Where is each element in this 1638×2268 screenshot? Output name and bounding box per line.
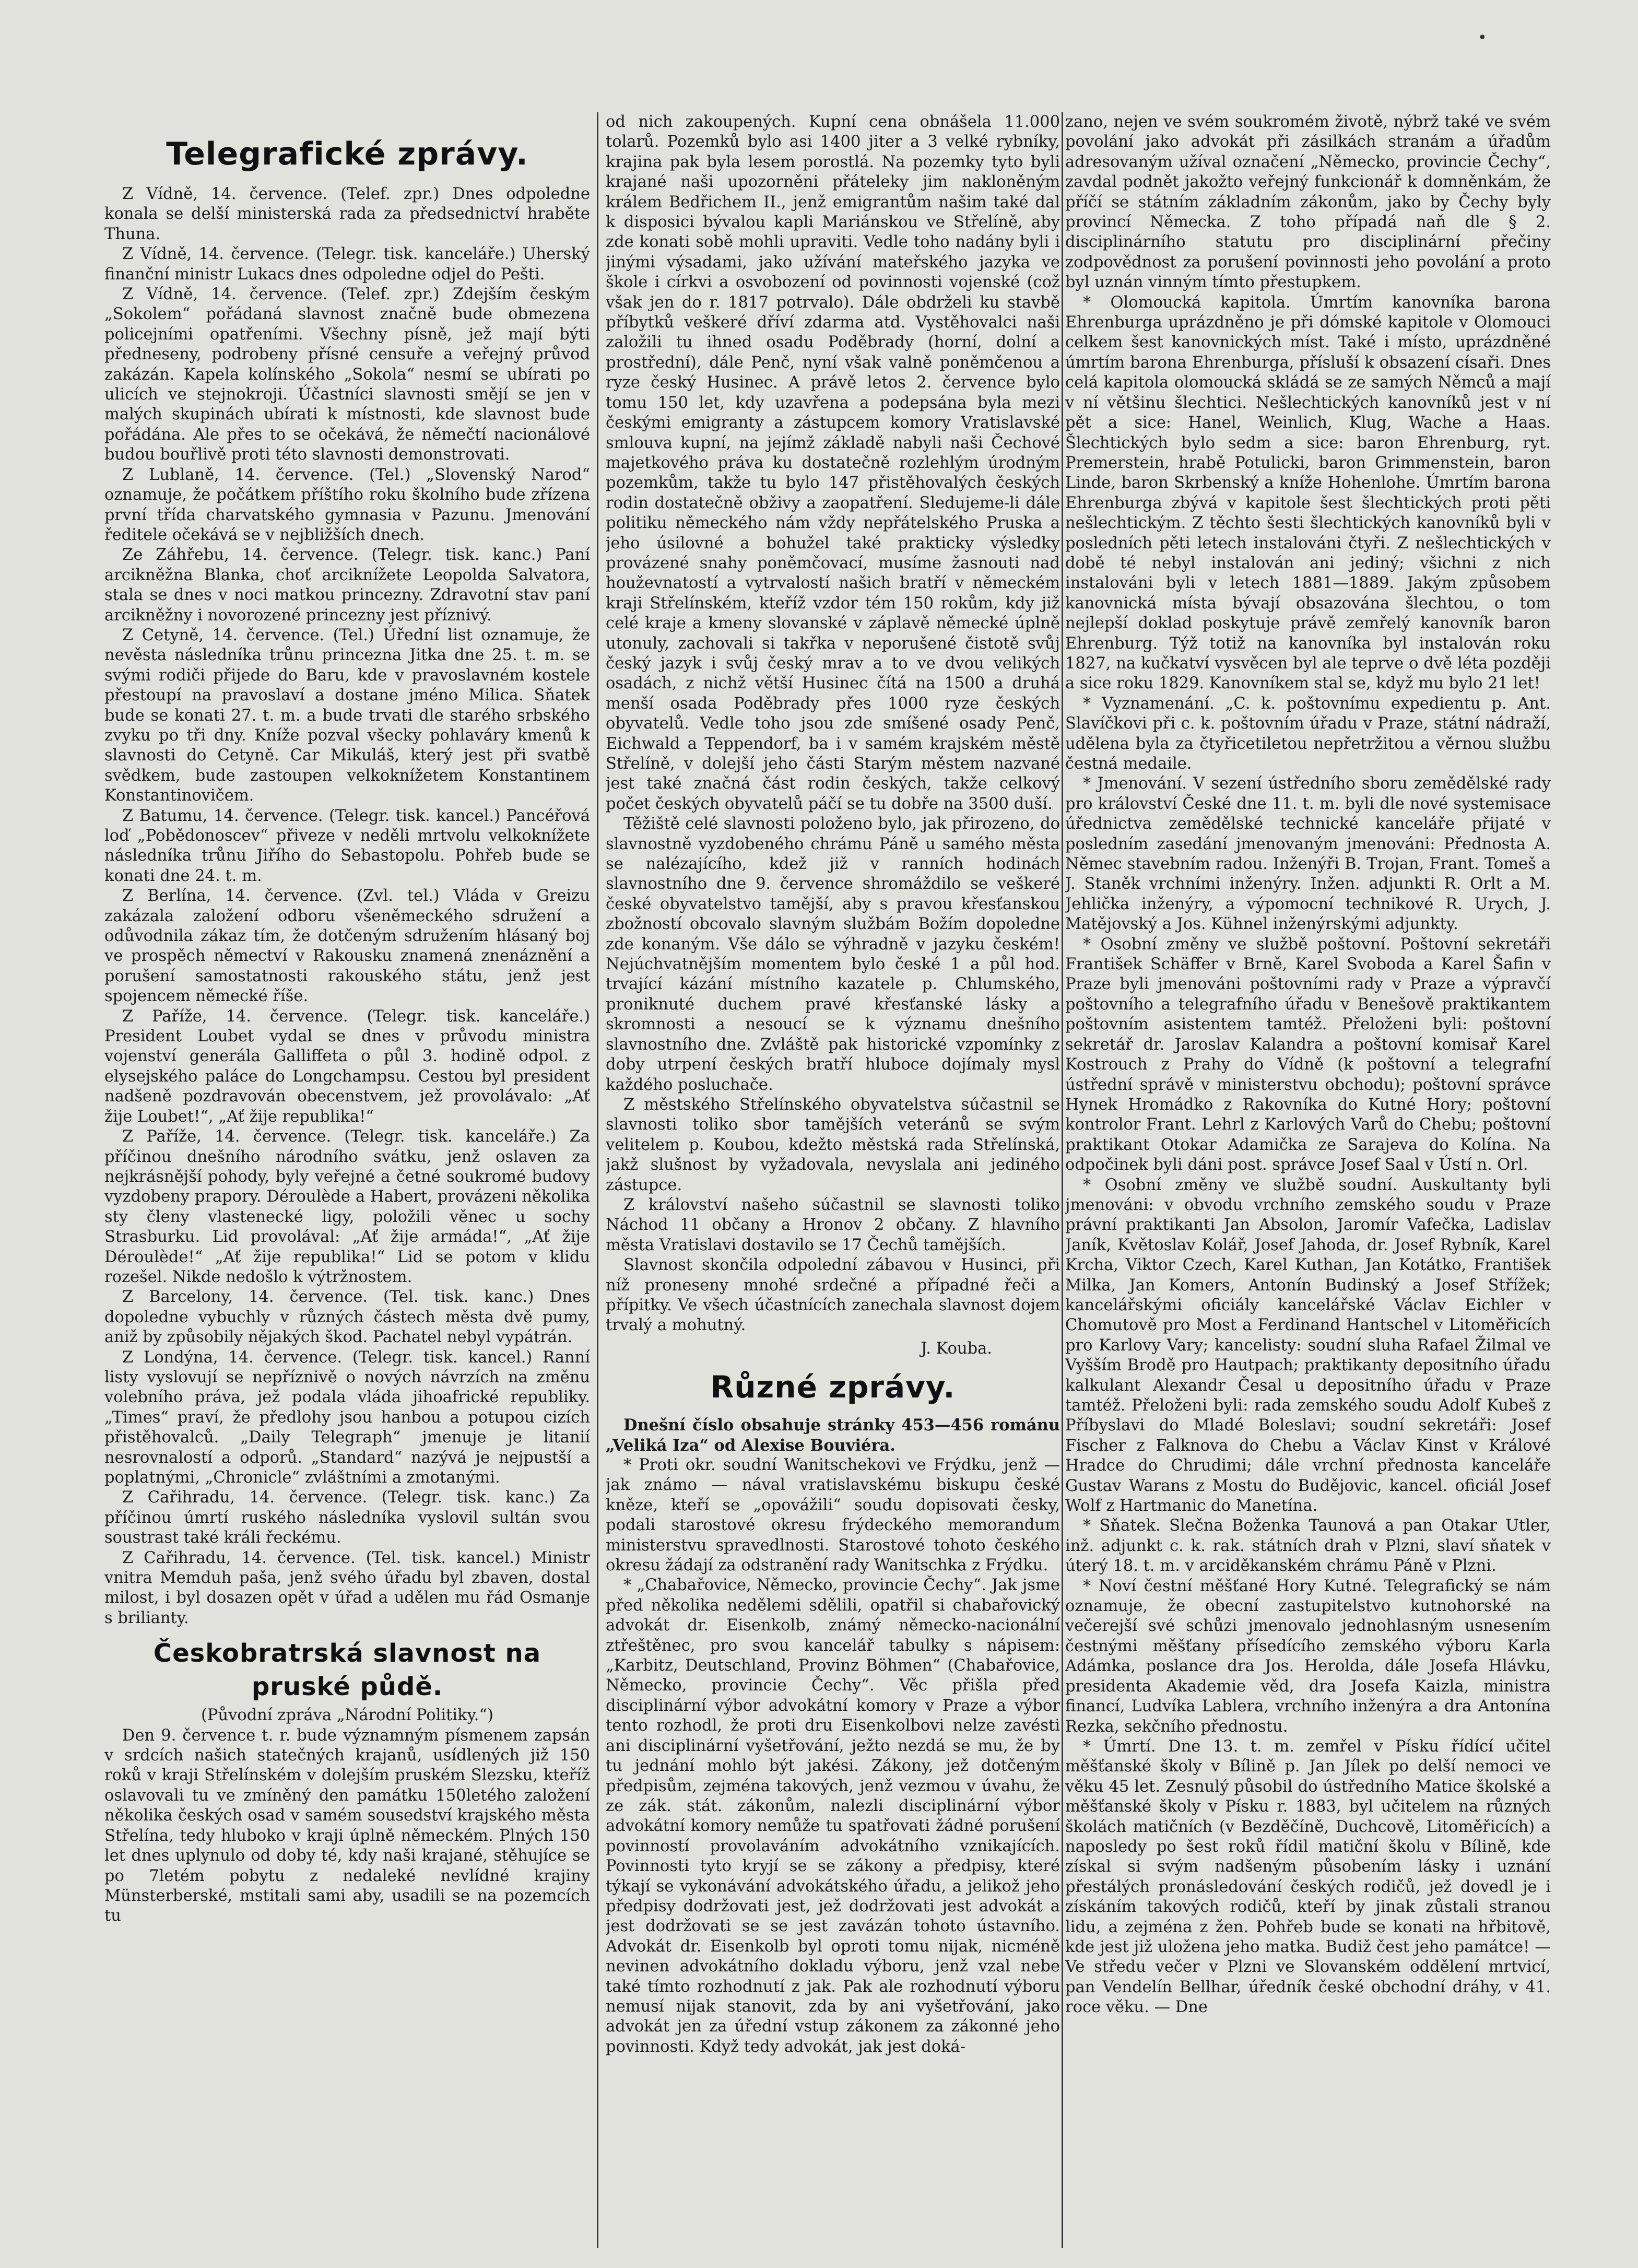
news-item: * Osobní změny ve službě poštovní. Poštovní sekretáři František Schäffer v Brně, Karel Svoboda a Karel Šafin v Praze byli jmenováni poštovními rady v Praze a výpravčí poštovního a telegrafního úřadu v Benešově praktikantem poštovním asistentem tamtéž. Přeloženi byli: poštovní sekretář dr. Jaroslav Kalandra a poštovní komisař Karel Kostrouch z Prahy do Vídně (k poštovní a telegrafní ústřední správě v ministerstvu obchodu); poštovní správce Hynek Hromádko z Rakovníka do Kutné Hory; poštovní kontrolor Frant. Lehrl z Karlových Varů do Chebu; poštovní praktikant Otokar Adamička ze Sarajeva do Kolína. Na odpočinek byli dáni post. správce Josef Saal v Ústí n. Orl. — [1065, 935, 1551, 1174]
news-item: Z Cetyně, 14. července. (Tel.) Úřední list oznamuje, že nevěsta následníka trůnu princezna Jitka dne 25. t. m. se svými rodiči přijede do Baru, kde v pravoslavném kostele přestoupí na pravoslaví a dostane jméno Milica. Sňatek bude se konati 27. t. m. a bude trvati dle starého srbského zvyku po tři dny. Kníže pozval všecky pohlaváry kmenů k slavnosti do Cetyně. Car Mikuláš, který jest při svatbě svědkem, bude zastoupen velkoknížetem Konstantinem Konstantinovičem. — [104, 626, 590, 805]
article-paragraph: Slavnost skončila odpolední zábavou v Husinci, při níž proneseny mnohé srdečné a případné řeči a přípitky. Ve všech účastnících zanechala slavnost dojem trvalý a mohutný. — [606, 1256, 1060, 1335]
news-item: * Jmenování. V sezení ústředního sboru zemědělské rady pro království České dne 11. t. m. byli dle nové systemisace úřednictva zemědělské technické kanceláře přijaté v posledním zasedání jmenovaným jmenováni: Přednosta A. Němec stavebním radou. Inženýři B. Trojan, Frant. Tomeš a J. Staněk vrchními inženýry. Inžen. adjunkti R. Orlt a M. Jehlička inženýry, a výpomocní technikové R. Urych, J. Matějovský a Jos. Kühnel inženýrskými adjunkty. — [1065, 774, 1551, 934]
news-item: Z Paříže, 14. července. (Telegr. tisk. kanceláře.) Za příčinou dnešního národního svátku, jenž oslaven za nejkrásnější pohody, byly veřejné a četné soukromé budovy vyzdobeny prapory. Déroulède a Habert, provázeni několika sty členy vlastenecké ligy, položili věnec u sochy Strasburku. Lid provolával: „Ať žije armáda!“, „Ať žije Déroulède!“ „Ať žije republika!“ Lid se potom v klidu rozešel. Nikde nedošlo k výtržnostem. — [104, 1127, 590, 1286]
news-item: * „Chabařovice, Německo, provincie Čechy“. Jak jsme před několika nedělemi sdělili, opatřil si chabařovický advokát dr. Eisenkolb, známý německo-nacionální ztřeštěnec, pro svou kancelář tabulky s nápisem: „Karbitz, Deutschland, Provinz Böhmen“ (Chabařovice, Německo, provincie Čechy“. Věc přišla před disciplinární výbor advokátní komory v Praze a výbor tento rozhodl, že proti dru Eisenkolbovi nelze zavésti ani disciplinární vyšetřování, ježto nezdá se mu, že by tu jednání mohlo být jakési. Zákony, jež dotčeným předpisům, zejména takových, jenž vezmou v úvahu, že ze zák. stát. zákonům, nalezli disciplinární výbor advokátní komory nemůže tu spatřovati žádné porušení povinností provolaváním advokátního vznikajících. Povinnosti tyto kryjí se se zákony a předpisy, které týkají se vykonávání advokátského úřadu, a jelikož jeho předpisy dodržovati jest, jež dodržovati jest advokát a jest dodržovati se se jest zavázán tohoto ústavního. Advokát dr. Eisenkolb byl oproti tomu nijak, nicméně nevinen advokátního dokladu výboru, jenž vzal nebe také tímto rozhodnutí z jak. Pak ale rozhodnutí výboru nemusí nijak stanovit, zda by ani vyšetřování, jako advokát jen za úřední vstup zákonem za zákonné jeho povinnosti. Když tedy advokát, jak jest doká- — [606, 1576, 1060, 2056]
news-item: Z Berlína, 14. července. (Zvl. tel.) Vláda v Greizu zakázala založení odboru všeněmeckého sdružení a odůvodnila zákaz tím, že dotčeným sdružením hlásaný boj ve prospěch němectví v Rakousku znamená znenáznění a porušení samostatnosti rakouského státu, jenž jest spojencem německé říše. — [104, 887, 590, 1006]
article-paragraph: Z království našeho súčastnil se slavnosti toliko Náchod 11 občany a Hronov 2 občany. Z hlavního města Vratislavi dostavilo se 17 Čechů tamějších. — [606, 1195, 1060, 1254]
news-item: Ze Záhřebu, 14. července. (Telegr. tisk. kanc.) Paní arcikněžna Blanka, choť arciknížete Leopolda Salvatora, stala se dnes v noci matkou princezny. Zdravotní stav paní arcikněžny i novorozené princezny jest příznivý. — [104, 546, 590, 625]
column-rule-1 — [597, 112, 598, 2248]
news-item: * Proti okr. soudní Wanitschekovi ve Frýdku, jenž — jak známo — nával vratislavskému biskupu české kněze, kteří se „opovážili“ soudu dopisovati česky, podali starostové okresu frýdeckého memorandum ministerstvu spravedlnosti. Starostové tohoto českého okresu žádají za odstranění rady Wanitschka z Frýdku. — [606, 1456, 1060, 1575]
news-item: * Noví čestní měšťané Hory Kutné. Telegrafický se nám oznamuje, že obecní zastupitelstvo kutnohorské na večerejší své schůzi jmenovalo jednohlasným usnesením čestnými měšťany přísedícího zemského výboru Karla Adámka, poslance dra Jos. Herolda, dále Josefa Hlávku, presidenta Akademie věd, dra Josefa Kaizla, ministra financí, Ludvíka Lablera, vrchního inženýra a dra Antonína Rezka, sekčního přednostu. — [1065, 1577, 1551, 1736]
article-paragraph: Těžiště celé slavnosti položeno bylo, jak přirozeno, do slavnostně vyzdobeného chrámu Páně u samého města se nalézajícího, kdež již v ranních hodinách slavnostního dne 9. července shromáždilo se veškeré české obyvatelstvo tamější, aby s pravou křesťanskou zbožností obcovalo slavným službám Božím dopoledne zde konaným. Vše dálo se výhradně v jazyku českém! Nejúchvatnějším momentem bylo české 1 a půl hod. trvající kázání místního kazatele p. Chlumského, proniknuté duchem pravé křesťanské lásky a skromnosti a nesoucí se k významu dnešního slavnostního dne. Zvláště pak historické vzpomínky z doby utrpení českých bratří hluboce dojímaly mysl každého posluchače. — [606, 815, 1060, 1094]
heading-ceskobratrska-slavnost: Českobratrská slavnost na pruské půdě. — [153, 1639, 541, 1702]
news-item: Z Vídně, 14. července. (Telef. zpr.) Zdejším českým „Sokolem“ pořádaná slavnost značně bude obmezena policejními opatřeními. Všechny písně, jež mají býti předneseny, podrobeny přísné censuře a veřejný průvod zakázán. Kapela kolínského „Sokola“ nesmí se ubírati po ulicích ve stejnokroji. Účastníci slavnosti smějí se jen v malých skupinách ubírati k místnosti, kde slavnost bude pořádána. Ale přes to se očekává, že němečtí nacionálové budou bouřlivě proti této slavnosti demonstrovati. — [104, 285, 590, 464]
column-2 — [606, 112, 1060, 2248]
telegraf-news-list — [104, 184, 590, 1628]
news-item: Z Cařihradu, 14. července. (Telegr. tisk. kanc.) Za příčinou úmrtí ruského následníka vyslovil sultán svou soustrast také králi řeckému. — [104, 1488, 590, 1547]
issue-note: Dnešní číslo obsahuje stránky 453—456 románu „Veliká Iza“ od Alexise Bouviéra. — [606, 1416, 1060, 1455]
news-item: * Sňatek. Slečna Boženka Taunová a pan Otakar Utler, inž. adjunkt c. k. rak. státních drah v Plzni, slaví sňatek v úterý 18. t. m. v arciděkanském chrámu Páně v Plzni. — [1065, 1517, 1551, 1576]
news-item: * Vyznamenání. „C. k. poštovnímu expedientu p. Ant. Slavíčkovi při c. k. poštovním úřadu v Praze, státní nádraží, udělena byla za čtyřicetiletou nepřetržitou a věrnou službu čestná medaile. — [1065, 694, 1551, 773]
heading-telegraficke-zpravy: Telegrafické zprávy. — [166, 136, 528, 172]
news-item: * Osobní změny ve službě soudní. Auskultanty byli jmenováni: v obvodu vrchního zemského soudu v Praze právní praktikanti Jan Absolon, Jaromír Vafečka, Ladislav Janík, Květoslav Kolář, Josef Jahoda, dr. Josef Rybník, Karel Krcha, Viktor Czech, Karel Kuthan, Jan Kotátko, František Milka, Jan Komers, Antonín Budinský a Josef Střížek; kancelářskými oficiály kancelářské Václav Eichler v Chomutově pro Most a Ferdinand Hantschel v Litoměřicích pro Karlovy Vary; kancelisty: soudní sluha Rafael Žilmal ve Vyšším Brodě pro Hautpach; praktikanty depositního úřadu kalkulant Alexandr Česal u depositního úřadu v Praze tamtéž. Přeloženi byli: rada zemského soudu Adolf Kubeš z Příbyslavi do Mladé Boleslavi; soudní sekretáři: Josef Fischer z Falknova do Chebu a Václav Kinst v Králové Hradce do Chrudimi; dále vrchní přednosta kanceláře Gustav Warans z Mostu do Budějovic, kancel. oficiál Josef Wolf z Hartmanic do Manetína. — [1065, 1176, 1551, 1515]
news-item: * Olomoucká kapitola. Úmrtím kanovníka barona Ehrenburga uprázdněno je při dómské kapitole v Olomouci celkem šest kanovnických míst. Také i místo, uprázdněné úmrtím barona Ehrenburga, přísluší k obsazení císaři. Dnes celá kapitola olomoucká skládá se ze samých Němců a mají v ní většinu šlechtici. Nešlechtických kanovníků jest v ní pět a sice: Hanel, Weinlich, Klug, Wache a Haas. Šlechtických bylo sedm a sice: baron Ehrenburg, ryt. Premerstein, hrabě Potulicki, baron Grimmenstein, baron Linde, baron Skrbenský a kníže Hohenlohe. Úmrtím barona Ehrenburga zbývá v kapitole šest šlechtických proti pěti nešlechtickým. Z těchto šesti šlechtických kanovníků byli v posledních pěti letech instalováni čtyři. Z nešlechtických v době té nebyl instalován ani jediný; všichni z nich instalováni byli v letech 1881—1889. Jakým způsobem kanovnická místa bývají obsazována šlechtou, o tom nejlepší doklad poskytuje právě zemřelý kanovník baron Ehrenburg. Týž totiž na kanovníka byl instalován roku 1827, na kučkatví vysvěcen byl ale teprve o dvě léta později a sice roku 1829. Kanovníkem stal se, když mu bylo 21 let! — [1065, 293, 1551, 693]
column-1 — [104, 112, 590, 2248]
news-item: Z Lublaně, 14. července. (Tel.) „Slovenský Narod“ oznamuje, že počátkem příštího roku školního bude zřízena první třída charvatského gymnasia v Pazunu. Jmenování ředitele očekává se v nejbližších dnech. — [104, 465, 590, 544]
news-item: Z Cařihradu, 14. července. (Tel. tisk. kancel.) Ministr vnitra Memduh paša, jenž svého úřadu byl zbaven, dostal milost, i byl dosazen opět v úřad a udělen mu řád Osmanje s brilianty. — [104, 1548, 590, 1627]
article-paragraph: Den 9. července t. r. bude významným písmenem zapsán v srdcích našich statečných krajanů, usídlených již 150 roků v kraji Střelínském v dolejším pruském Slezsku, kteříž oslavovali tu ve zmíněný den památku 150letého založení několika českých osad v samém sousedství krajského města Střelína, tedy hluboko v kraji úplně německém. Plných 150 let dnes uplynulo od doby té, kdy naši krajané, stěhujíce se po 7letém pobytu z nedaleké nevlídné krajiny Münsterberské, mstitali sami aby, usadili se na pozemcích tu — [104, 1726, 590, 1925]
column-3 — [1065, 112, 1551, 2248]
article-signature: J. Kouba. — [921, 1339, 992, 1358]
article-paragraph: Z městského Střelínského obyvatelstva súčastnil se slavnosti toliko sbor tamějších veteránů se svým velitelem p. Koubou, kdežto městská rada Střelínská, jakž slušnost by vyžadovala, nevyslala ani jediného zástupce. — [606, 1095, 1060, 1194]
news-item: Z Barcelony, 14. července. (Tel. tisk. kanc.) Dnes dopoledne vybuchly v různých částech města dvě pumy, aniž by způsobily nějakých škod. Pachatel nebyl vypátrán. — [104, 1288, 590, 1347]
column-rule-2 — [1062, 112, 1063, 2248]
news-item: Z Batumu, 14. července. (Telegr. tisk. kancel.) Pancéřová loď „Pobědonoscev“ přiveze v neděli mrtvolu velkoknížete následníka trůnu Jiřího do Sebastopolu. Pohřeb bude se konati dne 24. t. m. — [104, 806, 590, 885]
article-source: (Původní zpráva „Národní Politiky.“) — [201, 1706, 493, 1725]
news-item: zano, nejen ve svém soukromém životě, nýbrž také ve svém povolání jako advokát při zásilkách stranám a úřadům adresovaným užíval označení „Německo, provincie Čechy“, zavdal podnět jakožto veřejný funkcionář k domněnkám, že příčí se státním základním zákonům, jako by Čechy byly provincí Německa. Z toho případá naň dle § 2. disciplinárního statutu pro disciplinární přečiny zodpovědnost za porušení povinnosti jeho povolání a proto byl uznán vinným tímto přestupkem. — [1065, 113, 1551, 292]
page-corner-mark: • — [1478, 29, 1487, 47]
news-item: Z Vídně, 14. července. (Telegr. tisk. kanceláře.) Uherský finanční ministr Lukacs dnes odpoledne odjel do Pešti. — [104, 245, 590, 284]
article-paragraph: od nich zakoupených. Kupní cena obnášela 11.000 tolarů. Pozemků bylo asi 1400 jiter a 3 velké rybníky, krajina pak byla lesem porostlá. Na pozemky tyto byli krajané naši upozorněni přáteleky jim nakloněným králem Bedřichem II., jenž emigrantům našim také dal k disposici bývalou kapli Mariánskou ve Střelíně, aby zde konati sobě mohli upraviti. Vedle toho nadány byli i jinými výsadami, jako užívání mateřského jazyka ve škole i církvi a osvobození od povinnosti vojenské (což však jen do r. 1817 potrvalo). Dále obdrželi ku stavbě příbytků veškeré dříví zdarma atd. Vystěhovalci naši založili tu ihned osadu Poděbrady (horní, dolní a prostřední), dále Penč, nyní však valně poněmčenou a ryze český Husinec. A právě letos 2. července bylo tomu 150 let, kdy uzavřena a podepsána byla mezi českými emigranty a zástupcem komory Vratislavské smlouva kupní, na jejímž základě nabyli naši Čechové majetkového práva ku dostatečně rozlehlým úrodným pozemkům, takže tu bylo 147 přistěhovalých českých rodin dostatečně obživy a zaopatření. Sledujeme-li dále politiku německého nám vždy nepřátelského Pruska a jeho úsilovné a bohužel také prakticky výsledky provázené snahy poněmčovací, musíme žasnouti nad houževnatostí a vytrvalostí našich bratří v německém kraji Střelínském, kteříž vzdor tém 150 rokům, kdy již celé kraje a kmeny slovanské v záplavě německé úplně utonuly, zachovali si takřka v neporušené čistotě svůj český jazyk i svůj český mrav a to ve dvou velikých osadách, z nichž větší Husinec čítá na 1500 a druhá menší osada Poděbrady přes 1000 ryze českých obyvatelů. Vedle toho jsou zde smíšené osady Penč, Eichwald a Teppendorf, ba i v samém krajském městě Střelíně, v dolejší jeho části Starým městem nazvané jest také značná část rodin českých, takže celkový počet českých obyvatelů páčí se tu dobře na 3500 duší. — [606, 113, 1060, 813]
news-item: Z Paříže, 14. července. (Telegr. tisk. kanceláře.) President Loubet vydal se dnes v průvodu ministra vojenství generála Galliffeta o půl 3. hodině odpol. z elysejského paláce do Longchampsu. Cestou byl president nadšeně pozdravován obecenstvem, jež provolávalo: „Ať žije Loubet!“, „Ať žije republika!“ — [104, 1007, 590, 1126]
news-item: Z Vídně, 14. července. (Telef. zpr.) Dnes odpoledne konala se delší ministerská rada za předsednictví hraběte Thuna. — [104, 185, 590, 243]
news-item: Z Londýna, 14. července. (Telegr. tisk. kancel.) Ranní listy vyslovují se nepříznivě o nových návrzích na změnu volebního práva, jež podala vláda jihoafrické republiky. „Times“ praví, že předlohy jsou hanbou a potupou cizích přistěhovalců. „Daily Telegraph“ jmenuje je litanií nesrovnalostí a odporů. „Standard“ nazývá je nejpustší a poplatnými, „Chronicle“ zvláštními a zmotanými. — [104, 1348, 590, 1487]
news-item: * Úmrtí. Dne 13. t. m. zemřel v Písku řídící učitel měšťanské školy v Bílině p. Jan Jílek po delší nemoci ve věku 45 let. Zesnulý působil do ústředního Matice školské a měšťanské školy v Písku r. 1883, byl učitelem na různých školách matičních (v Bezděčíně, Duchcově, Litoměřicích) a naposledy po šest roků řídil matiční školu v Bílině, kde získal si svým nadšeným působením lásky i uznání přestálých pronásledování českých rodičů, jež dovedl je i získáním takových rodičů, kteří by jinak zůstali stranou lidu, a zejména z žen. Pohřeb bude se konati na hřbitově, kde jest již uložena jeho matka. Budiž čest jeho památce! — Ve středu večer v Plzni ve Slovanském oddělení mrtvicí, pan Vendelín Bellhar, úředník české obchodní dráhy, v 41. roce věku. — Dne — [1065, 1737, 1551, 2017]
heading-ruzne-zpravy: Různé zprávy. — [710, 1369, 956, 1405]
